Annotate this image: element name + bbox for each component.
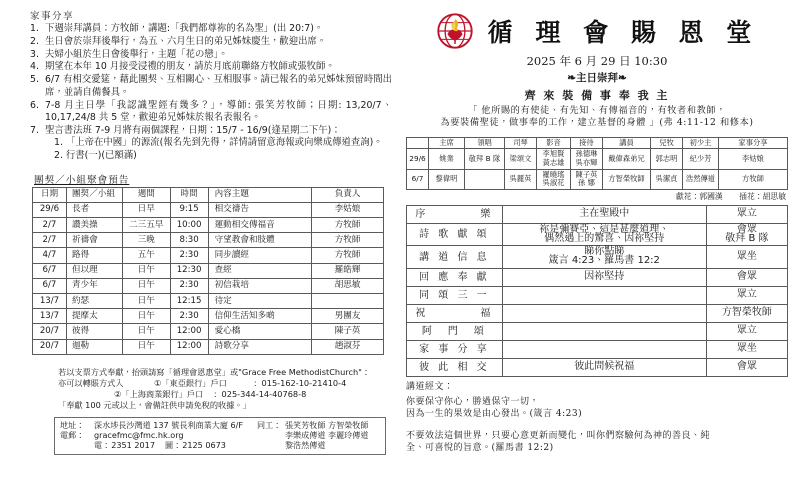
worship-program-body (407, 206, 788, 376)
program-item-participant (706, 224, 787, 246)
table-cell: 運動相交傳福音 (208, 218, 312, 233)
table-cell: 詩歌分享 (208, 339, 312, 354)
table-cell: 紀少芳 (683, 149, 719, 169)
announcement-item (30, 125, 392, 163)
table-cell: 趙淑芬 (312, 339, 384, 354)
table-cell: 男團友 (312, 309, 384, 324)
duty-table-body (407, 149, 788, 189)
table-cell: 20/7 (33, 324, 67, 339)
table-cell: 12:00 (170, 339, 208, 354)
announcement-number: 3. (30, 48, 39, 60)
table-cell: 待定 (208, 293, 312, 308)
table-cell: 敬拜 B 隊 (465, 149, 505, 169)
sermon-scripture-p2-line1: 不要效法這個世界，只要心意更新而變化，叫你們察驗何為神的善良、純 (406, 430, 711, 441)
contact-fax-value: 2125 0673 (182, 440, 226, 451)
program-item-label: 彼 此 相 交 (407, 358, 503, 376)
program-item-detail (502, 246, 706, 268)
contact-staff-row-1 (257, 430, 381, 440)
announcement-item (30, 100, 392, 125)
duty-name: 陳子英 (575, 169, 598, 179)
fellowship-table (32, 187, 384, 355)
table-cell: 愛心橋 (208, 324, 312, 339)
table-cell (571, 149, 603, 169)
duty-date-cell: 6/7 (407, 169, 429, 189)
table-cell: 6/7 (33, 278, 67, 293)
flowers-credit (406, 191, 786, 202)
table-row (33, 324, 384, 339)
contact-address-value: 深水埗長沙灣道 137 號長利商業大廈 6/F (94, 419, 244, 430)
table-cell: 三晚 (122, 233, 170, 248)
table-cell: 方牧師 (312, 248, 384, 263)
table-cell (312, 293, 384, 308)
table-row (33, 339, 384, 354)
program-item-detail (502, 206, 706, 224)
table-cell: 日午 (122, 339, 170, 354)
table-cell: 方牧師 (312, 218, 384, 233)
table-cell: 提摩太 (66, 309, 122, 324)
contact-email-row (60, 430, 257, 440)
announcement-text: 下週崇拜講員：方牧師，講題:「我們都尊祢的名為聖」(出 20:7)。 (45, 23, 324, 34)
table-cell: 李姑娘 (312, 202, 384, 217)
duty-date-cell: 29/6 (407, 149, 429, 169)
table-cell: 迦勒 (66, 339, 122, 354)
announcement-item (30, 61, 392, 74)
duty-table-header-row (407, 137, 788, 149)
program-item-participant (706, 358, 787, 376)
table-cell (537, 149, 571, 169)
fellowship-col-header: 內容主題 (208, 187, 312, 202)
table-row (33, 248, 384, 263)
duty-name: 吳亦輝 (575, 158, 598, 167)
table-row (33, 293, 384, 308)
bank2-name: 「上海商業銀行」戶口 (121, 389, 204, 400)
duty-name: 羅曉瑤 (542, 169, 565, 179)
table-cell: 2/7 (33, 218, 67, 233)
fellowship-table-body (33, 202, 384, 354)
announcement-number: 1. (30, 23, 39, 34)
church-logo-icon (436, 12, 474, 50)
announcement-item (30, 36, 392, 49)
table-cell: 日午 (122, 263, 170, 278)
table-cell: 戴偉森弟兄 (603, 149, 651, 169)
table-row (33, 278, 384, 293)
sermon-scripture-p2-line2: 全、可喜悅的旨意。(羅馬書 12:2) (406, 443, 554, 454)
program-row (407, 286, 788, 304)
contact-left (60, 420, 257, 451)
program-row (407, 224, 788, 246)
program-item-participant (706, 304, 787, 322)
header-verse (406, 105, 788, 130)
table-cell: 陳子英 (312, 324, 384, 339)
contact-phone-label: 電： (94, 440, 111, 451)
duty-col-header: 家事分享 (719, 137, 788, 149)
table-row (407, 169, 788, 189)
duty-col-header: 接待 (571, 137, 603, 149)
table-cell: 同步讀經 (208, 248, 312, 263)
table-row (33, 309, 384, 324)
fellowship-col-header: 週間 (122, 187, 170, 202)
program-row (407, 340, 788, 358)
table-cell: 12:15 (170, 293, 208, 308)
program-participant-line: 會眾 (736, 360, 757, 372)
table-cell: 8:30 (170, 233, 208, 248)
table-cell: 信仰生活知多啲 (208, 309, 312, 324)
table-cell: 10:00 (170, 218, 208, 233)
fellowship-table-header-row (33, 187, 384, 202)
duty-name: 吳淑花 (542, 178, 565, 188)
flower-arrangement: 插花：胡思敏 (739, 192, 786, 202)
table-cell: 13/7 (33, 309, 67, 324)
header-verse-line-1: 「 他所賜的有使徒、有先知、有傳福音的，有牧者和教師， (468, 105, 726, 116)
table-cell: 6/7 (33, 263, 67, 278)
table-cell: 長者 (66, 202, 122, 217)
right-column (400, 0, 800, 500)
program-item-detail (502, 268, 706, 286)
table-cell: 梁頌文 (505, 149, 537, 169)
service-theme: 齊 來 裝 備 事 奉 我 主 (524, 89, 670, 102)
table-cell: 青少年 (66, 278, 122, 293)
program-detail-line: 彼此問候祝福 (574, 360, 635, 372)
program-item-label: 同 頌 三 一 (407, 286, 503, 304)
table-cell: 13/7 (33, 293, 67, 308)
announcements-list (30, 23, 392, 163)
duty-col-header: 影音 (537, 137, 571, 149)
fellowship-col-header: 團契／小組 (66, 187, 122, 202)
table-cell: 吳麗英 (505, 169, 537, 189)
table-cell: 12:30 (170, 263, 208, 278)
service-label: ❧主日崇拜❧ (567, 72, 627, 84)
table-cell: 羅皓輝 (312, 263, 384, 278)
program-item-detail (502, 358, 706, 376)
offering-bank2-line (58, 389, 392, 400)
duty-col-header: 初少主 (683, 137, 719, 149)
contact-email-value[interactable]: gracefmc@fmc.hk.org (94, 429, 184, 440)
program-item-detail (502, 340, 706, 358)
church-name: 循 理 會 賜 恩 堂 (487, 18, 759, 47)
table-cell: 日午 (122, 278, 170, 293)
table-cell (571, 169, 603, 189)
program-item-label: 阿 門 頌 (407, 322, 503, 340)
duty-col-header: 領唱 (465, 137, 505, 149)
program-participant-line: 眾立 (736, 324, 757, 336)
announcement-number: 4. (30, 61, 39, 73)
contact-phone-row (60, 440, 257, 450)
program-item-participant (706, 268, 787, 286)
program-participant-line: 敬拜 B 隊 (725, 232, 769, 244)
table-cell: 五午 (122, 248, 170, 263)
table-cell: 方牧師 (719, 169, 788, 189)
announcement-number: 2. (30, 35, 39, 47)
table-cell: 日午 (122, 293, 170, 308)
program-item-label: 家 事 分 享 (407, 340, 503, 358)
table-cell: 胡思敏 (312, 278, 384, 293)
program-item-label: 回 應 奉 獻 (407, 268, 503, 286)
table-cell: 29/6 (33, 202, 67, 217)
program-item-label: 講 道 信 息 (407, 246, 503, 268)
service-datetime: 2025 年 6 月 29 日 10:30 (526, 54, 668, 68)
announcement-text: 期望在本年 10 月接受浸禮的朋友，請於月底前聯絡方牧師或張牧師。 (45, 61, 335, 73)
program-item-detail (502, 286, 706, 304)
program-item-detail (502, 322, 706, 340)
table-cell: 彼得 (66, 324, 122, 339)
table-cell: 路得 (66, 248, 122, 263)
duty-roster-table (406, 137, 788, 190)
offering-transfer-line (58, 378, 392, 389)
contact-staff-row-0 (257, 420, 381, 430)
offering-cheque-line: 若以支票方式奉獻，抬頭請寫「循理會恩惠堂」或"Grace Free MethodistChurch"： (58, 366, 371, 377)
bulletin-header (406, 12, 788, 50)
announcement-item (30, 74, 392, 99)
contact-email-label: 電郵： (60, 429, 85, 440)
program-item-participant (706, 206, 787, 224)
announcements-title: 家事分享 (30, 11, 75, 22)
table-cell: 日午 (122, 324, 170, 339)
fellowship-col-header: 日期 (33, 187, 67, 202)
sermon-scripture-gap (406, 421, 788, 430)
table-cell: 4/7 (33, 248, 67, 263)
contact-address-label: 地址： (60, 419, 85, 430)
program-detail-line: 因祢堅持 (584, 270, 625, 282)
worship-program-table (406, 205, 788, 376)
fellowship-col-header: 負責人 (312, 187, 384, 202)
program-row (407, 268, 788, 286)
sermon-scripture-label: 講道經文： (406, 381, 454, 392)
contact-box (54, 417, 386, 455)
duty-col-header: 主席 (429, 137, 465, 149)
header-verse-line-2: 為要裝備聖徒，做事奉的工作，建立基督的身體 」(弗 4:11-12 和修本) (440, 117, 754, 129)
table-cell: 浩然傳道 (683, 169, 719, 189)
table-cell: 讚美操 (66, 218, 122, 233)
table-cell: 李姑娘 (719, 149, 788, 169)
announcement-subitem: 1. 「上帝在中國」的源流(報名先到先得，詳情請留意海報或向樂成傳道查詢)。 (54, 137, 383, 149)
duty-name: 孫德琳 (575, 149, 598, 159)
contact-staff (257, 420, 381, 451)
program-detail-line: 主在聖殿中 (579, 208, 630, 220)
program-row (407, 322, 788, 340)
table-cell: 相交禱告 (208, 202, 312, 217)
table-row (407, 149, 788, 169)
table-cell: 二三五早 (122, 218, 170, 233)
program-participant-line: 會眾 (736, 270, 757, 282)
table-cell (537, 169, 571, 189)
offering-transfer-label: 亦可以轉賬方式入 (58, 377, 124, 388)
announcement-number: 6. (30, 99, 39, 111)
announcement-text: 聖言書法班 7-9 月將有兩個課程，日期：15/7 - 16/9(逢星期二下午)： (45, 124, 341, 136)
program-participant-line: 眾立 (736, 208, 757, 220)
table-cell: 2/7 (33, 233, 67, 248)
sermon-scripture-p1-line1: 你要保守你心，勝過保守一切， (406, 397, 540, 408)
bank2-account: ：025-344-14-40768-8 (213, 389, 307, 400)
program-row (407, 206, 788, 224)
program-item-detail (502, 224, 706, 246)
announcement-number: 7. (30, 124, 39, 136)
table-cell: 2:30 (170, 248, 208, 263)
program-item-label: 詩 歌 獻 頌 (407, 224, 503, 246)
table-row (33, 233, 384, 248)
program-item-label: 祝 福 (407, 304, 503, 322)
program-item-label: 序 樂 (407, 206, 503, 224)
program-detail-line: 睇你點睇 (584, 246, 625, 258)
duty-col-header: 講員 (603, 137, 651, 149)
table-row (33, 218, 384, 233)
table-cell (465, 169, 505, 189)
duty-col-header: 兒牧 (651, 137, 683, 149)
program-participant-line: 眾坐 (736, 342, 757, 354)
table-cell: 初信栽培 (208, 278, 312, 293)
table-cell: 約瑟 (66, 293, 122, 308)
duty-name: 黃志雄 (542, 158, 565, 167)
announcement-text: 7-8 月主日學「我認識聖經有幾多？」，導師: 張笑芳牧師；日期: 13,20/7、10,17,24/8 共 5 堂，歡迎弟兄姊妹於報名表報名。 (45, 99, 392, 124)
table-cell: 祈禱會 (66, 233, 122, 248)
table-cell: 方牧師 (312, 233, 384, 248)
announcement-text: 6/7 有相交愛筵，藉此團契、互相關心、互相服事。請已報名的弟兄姊妹預留時間出席，並請自備餐具。 (45, 74, 392, 98)
announcement-item (30, 49, 392, 62)
table-cell: 2:30 (170, 309, 208, 324)
program-participant-line: 方智榮牧師 (721, 306, 772, 318)
program-row (407, 246, 788, 268)
sermon-scripture-p1-line2: 因為一生的果效是由心發出。(箴言 4:23) (406, 409, 583, 420)
table-cell: 黎偉明 (429, 169, 465, 189)
program-item-detail (502, 304, 706, 322)
staff-name-2: 黎浩然傳道 (284, 440, 326, 451)
program-row (407, 358, 788, 376)
table-row (33, 263, 384, 278)
table-cell: 2:30 (170, 278, 208, 293)
table-row (33, 202, 384, 217)
contact-fax-label: 圖： (164, 440, 182, 451)
announcement-subitem: 2. 行書(一)(已額滿) (54, 150, 137, 162)
offering-note (58, 367, 392, 412)
program-detail-line: 箴言 4:23、羅馬書 12:2 (548, 255, 660, 267)
contact-staff-label: 同工： (256, 419, 282, 430)
program-participant-line: 眾立 (736, 288, 757, 300)
program-item-participant (706, 246, 787, 268)
table-cell: 日午 (122, 309, 170, 324)
flower-offering: 獻花：郭國漢 (675, 192, 723, 202)
duty-col-header (407, 137, 429, 149)
contact-staff-row-2 (257, 440, 381, 450)
sermon-scripture-block (406, 381, 788, 455)
program-participant-line: 眾坐 (736, 250, 757, 262)
table-cell: 日早 (122, 202, 170, 217)
table-cell: 郭志明 (651, 149, 683, 169)
program-item-participant (706, 340, 787, 358)
program-item-participant (706, 286, 787, 304)
contact-address-row (60, 420, 257, 430)
staff-name-0: 張笑芳牧師 方智榮牧師 (284, 419, 369, 430)
bank1-marker: ① (154, 377, 162, 388)
program-detail-line: 偶然遇上的驚喜、因祢堅持 (544, 232, 665, 244)
announcement-item (30, 23, 392, 36)
table-cell: 查經 (208, 263, 312, 278)
program-detail-line: 祢是彌賽亞、這是甚麼道理、 (539, 224, 670, 236)
duty-col-header: 司琴 (505, 137, 537, 149)
announcement-text: 夫婦小組於生日會後舉行，主題「花の戀」。 (45, 48, 228, 60)
contact-phone-value: 2351 2017 (111, 440, 155, 451)
announcement-text: 生日會於崇拜後舉行，為五、六月生日的弟兄姊妹慶生，歡迎出席。 (45, 35, 327, 47)
fellowship-table-caption: 團契／小組聚會預告 (34, 174, 130, 186)
table-cell: 方智榮牧師 (603, 169, 651, 189)
offering-receipt-line: 「奉獻 100 元或以上，會備註供申請免稅的收據。」 (58, 400, 251, 411)
staff-name-1: 李樂成傳道 李麗玲傳道 (284, 429, 369, 440)
duty-name: 孫 娜 (578, 178, 595, 188)
bank1-name: 「東亞銀行」戶口 (161, 377, 227, 388)
table-cell: 9:15 (170, 202, 208, 217)
program-row (407, 304, 788, 322)
table-cell: 但以理 (66, 263, 122, 278)
bank1-account: ：015-162-10-21410-4 (253, 377, 347, 388)
table-cell: 12:00 (170, 324, 208, 339)
table-cell: 吳潔貞 (651, 169, 683, 189)
table-cell: 20/7 (33, 339, 67, 354)
program-item-participant (706, 322, 787, 340)
table-cell: 姚業 (429, 149, 465, 169)
duty-name: 李旭賢 (542, 149, 565, 159)
program-participant-line: 會眾 (736, 224, 757, 236)
bank2-marker: ② (114, 389, 122, 400)
announcement-number: 5. (30, 74, 39, 86)
fellowship-col-header: 時間 (170, 187, 208, 202)
table-cell: 守望教會和肢體 (208, 233, 312, 248)
